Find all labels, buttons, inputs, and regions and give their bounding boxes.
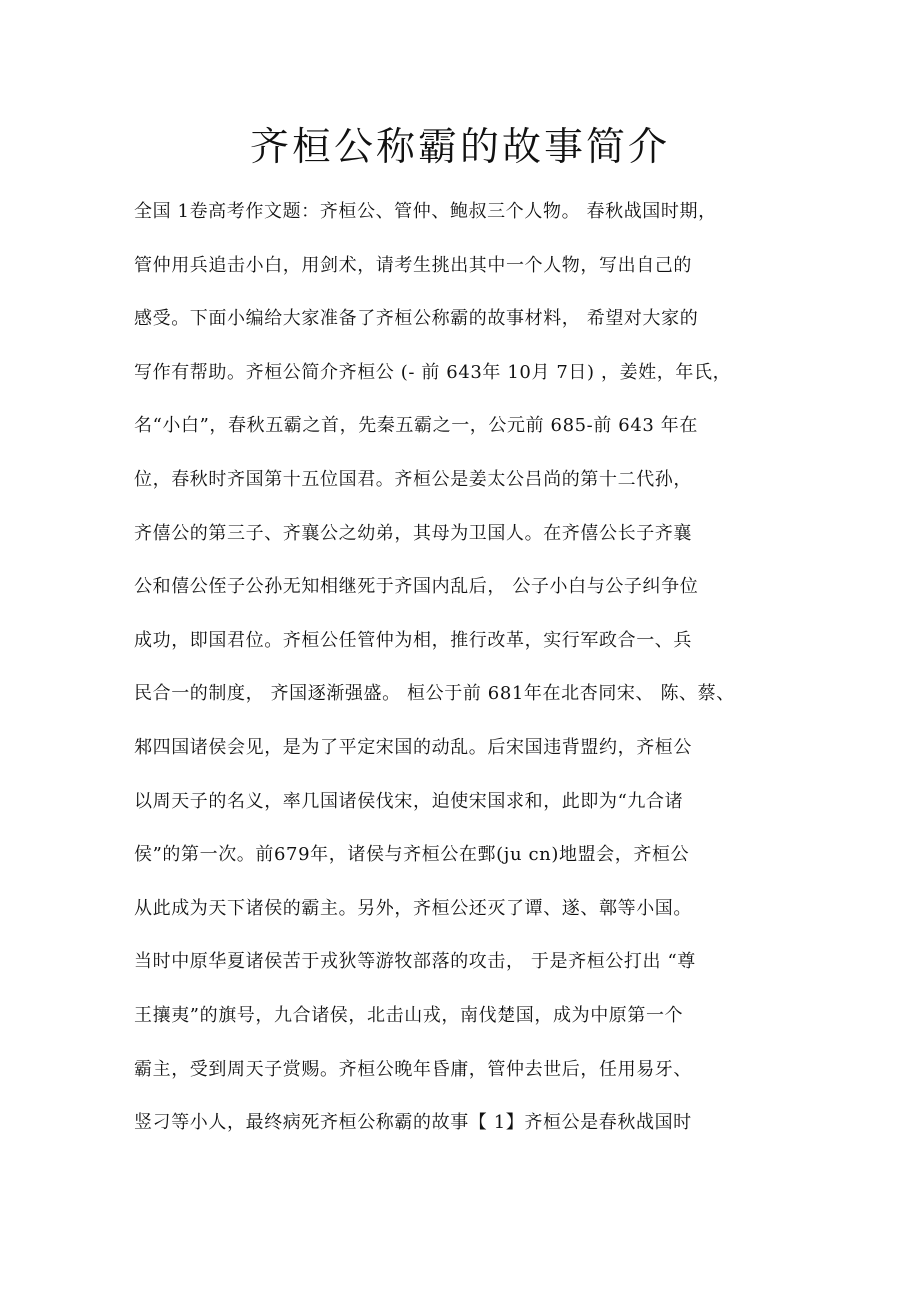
text-line: 全国 1卷高考作文题：齐桓公、管仲、鲍叔三个人物。 春秋战国时期， [134, 201, 717, 222]
text-line: 公和僖公侄子公孙无知相继死于齐国内乱后， 公子小白与公子纠争位 [134, 576, 699, 598]
text-line: 写作有帮助。齐桓公简介齐桓公 (- 前 643年 10月 7日) ，姜姓，年氏， [134, 361, 732, 383]
document-body [134, 194, 794, 1159]
text-line: 感受。下面小编给大家准备了齐桓公称霸的故事材料， 希望对大家的 [134, 308, 699, 330]
text-line: 邾四国诸侯会见，是为了平定宋国的动乱。后宋国违背盟约，齐桓公 [134, 736, 692, 758]
text-line: 竖刁等小人，最终病死齐桓公称霸的故事【 1】齐桓公是春秋战国时 [134, 1112, 692, 1134]
text-line: 名“小白”，春秋五霸之首，先秦五霸之一，公元前 685-前 643 年在 [134, 415, 698, 437]
text-line: 霸主，受到周天子赏赐。齐桓公晚年昏庸，管仲去世后，任用易牙、 [134, 1058, 692, 1080]
text-line: 侯”的第一次。前679年，诸侯与齐桓公在鄄(ju cn)地盟会，齐桓公 [134, 844, 690, 866]
text-line: 从此成为天下诸侯的霸主。另外，齐桓公还灭了谭、遂、鄣等小国。 [134, 897, 692, 919]
document-title: 齐桓公称霸的故事简介 [249, 125, 670, 170]
text-line: 当时中原华夏诸侯苦于戎狄等游牧部落的攻击， 于是齐桓公打出 “尊 [134, 951, 696, 973]
text-line: 管仲用兵追击小白，用剑术，请考生挑出其中一个人物，写出自己的 [134, 254, 692, 276]
text-line: 民合一的制度， 齐国逐渐强盛。 桓公于前 681年在北杏同宋、 陈、蔡、 [134, 683, 735, 705]
text-line: 以周天子的名义，率几国诸侯伐宋，迫使宋国求和，此即为“九合诸 [134, 790, 684, 812]
text-line: 齐僖公的第三子、齐襄公之幼弟，其母为卫国人。在齐僖公长子齐襄 [134, 522, 692, 544]
text-line: 王攘夷”的旗号，九合诸侯，北击山戎，南伐楚国，成为中原第一个 [134, 1004, 684, 1026]
text-line: 位，春秋时齐国第十五位国君。齐桓公是姜太公吕尚的第十二代孙， [134, 468, 692, 490]
text-line: 成功，即国君位。齐桓公任管仲为相，推行改革，实行军政合一、兵 [134, 629, 692, 651]
